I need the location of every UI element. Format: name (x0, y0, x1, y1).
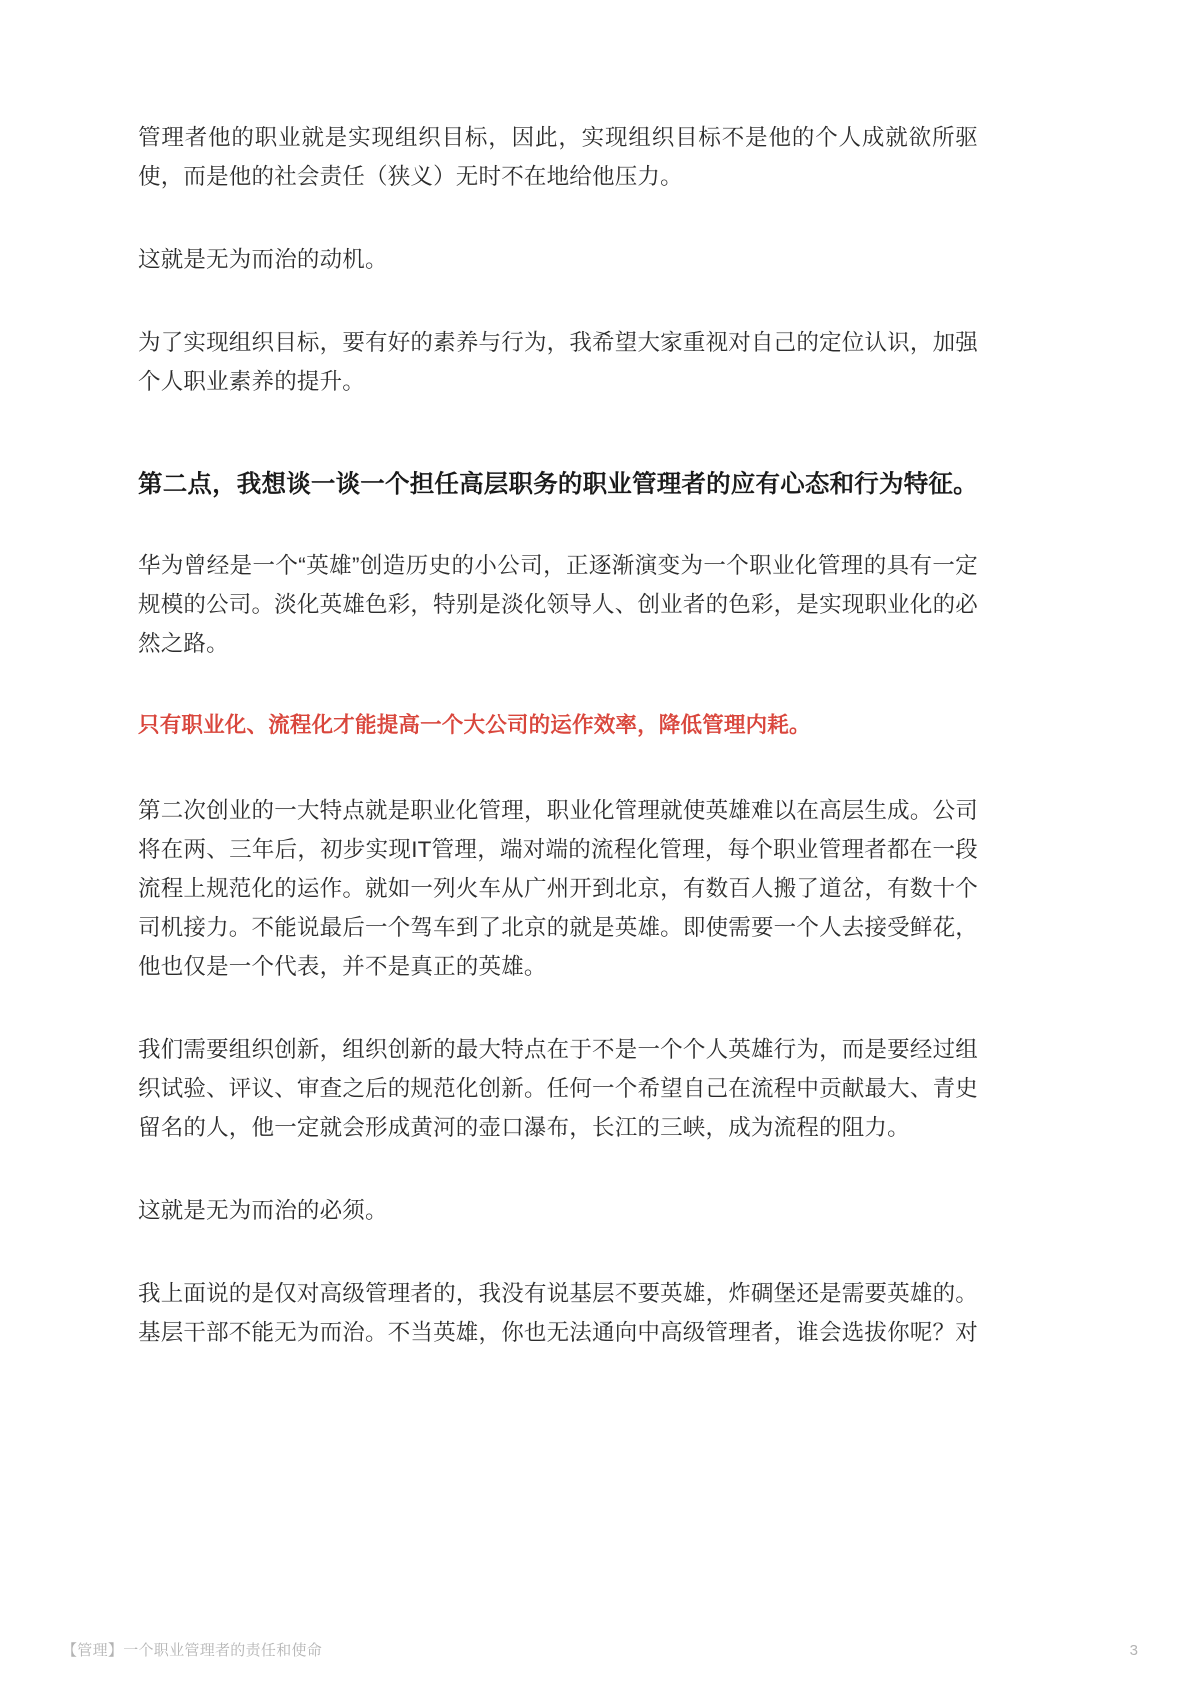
paragraph-1: 管理者他的职业就是实现组织目标，因此，实现组织目标不是他的个人成就欲所驱使，而是他的社会责任（狭义）无时不在地给他压力。 (138, 125, 978, 189)
page-footer (62, 1639, 1138, 1660)
document-body (138, 118, 978, 1352)
highlighted-statement: 只有职业化、流程化才能提高一个大公司的运作效率，降低管理内耗。 (138, 713, 811, 737)
paragraph-3: 为了实现组织目标，要有好的素养与行为，我希望大家重视对自己的定位认识，加强个人职业素养的提升。 (138, 330, 978, 394)
paragraph-7: 这就是无为而治的必须。 (138, 1198, 388, 1223)
paragraph-2: 这就是无为而治的动机。 (138, 247, 388, 272)
paragraph-8: 我上面说的是仅对高级管理者的，我没有说基层不要英雄，炸碉堡还是需要英雄的。基层干部不能无为而治。不当英雄，你也无法通向中高级管理者，谁会选拔你呢？对 (138, 1281, 978, 1345)
paragraph-4: 华为曾经是一个“英雄”创造历史的小公司，正逐渐演变为一个职业化管理的具有一定规模的公司。淡化英雄色彩，特别是淡化领导人、创业者的色彩，是实现职业化的必然之路。 (138, 553, 978, 656)
footer-document-title: 【管理】一个职业管理者的责任和使命 (62, 1642, 323, 1659)
footer-page-number: 3 (1129, 1642, 1138, 1659)
paragraph-5: 第二次创业的一大特点就是职业化管理，职业化管理就使英雄难以在高层生成。公司将在两、三年后，初步实现IT管理，端对端的流程化管理，每个职业管理者都在一段流程上规范化的运作。就如一列火车从广州开到北京，有数百人搬了道岔，有数十个司机接力。不能说最后一个驾车到了北京的就是英雄。即使需要一个人去接受鲜花，他也仅是一个代表，并不是真正的英雄。 (138, 798, 978, 979)
paragraph-6: 我们需要组织创新，组织创新的最大特点在于不是一个个人英雄行为，而是要经过组织试验、评议、审查之后的规范化创新。任何一个希望自己在流程中贡献最大、青史留名的人，他一定就会形成黄河的壶口瀑布，长江的三峡，成为流程的阻力。 (138, 1037, 978, 1140)
section-heading-point-two: 第二点，我想谈一谈一个担任高层职务的职业管理者的应有心态和行为特征。 (138, 471, 978, 498)
